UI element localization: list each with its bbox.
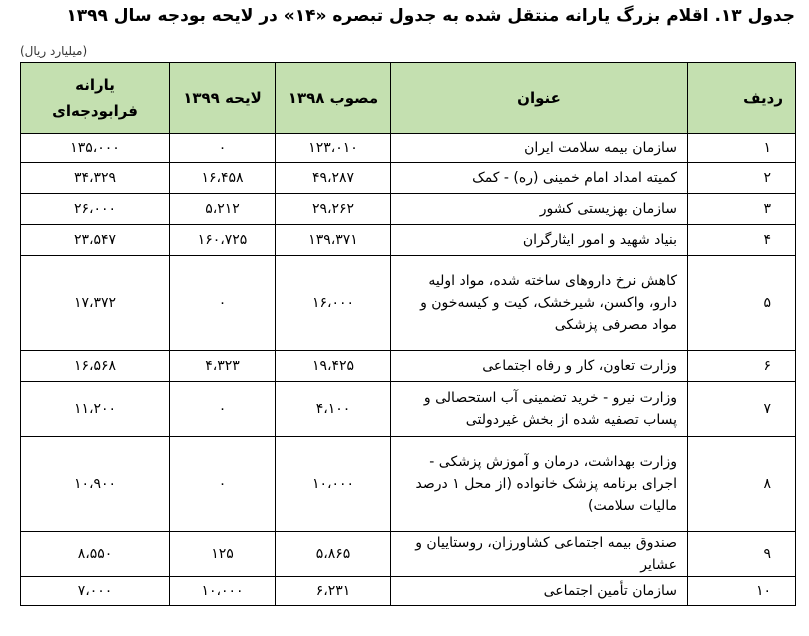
table-row [21,382,796,437]
table-row [21,256,796,351]
cell-row-number: ۷ [688,382,796,437]
cell-bill-1399: ۰ [170,134,276,163]
header-approved-1398: مصوب ۱۳۹۸ [276,63,391,134]
table-title: جدول ۱۳. اقلام بزرگ یارانه منتقل شده به جدول تبصره «۱۴» در لایحه بودجه سال ۱۳۹۹ [66,6,795,26]
cell-row-number: ۵ [688,256,796,351]
cell-row-number: ۸ [688,437,796,532]
header-bill-1399: لایحه ۱۳۹۹ [170,63,276,134]
table-row [21,194,796,225]
cell-row-number: ۱ [688,134,796,163]
cell-bill-1399: ۴،۳۲۳ [170,351,276,382]
cell-title: سازمان تأمین اجتماعی [391,577,688,606]
cell-approved-1398: ۱۳۹،۳۷۱ [276,225,391,256]
cell-row-number: ۳ [688,194,796,225]
header-title: عنوان [391,63,688,134]
cell-bill-1399: ۰ [170,256,276,351]
table-row [21,163,796,194]
cell-title: سازمان بیمه سلامت ایران [391,134,688,163]
table-row [21,532,796,577]
cell-title: کمیته امداد امام خمینی (ره) - کمک [391,163,688,194]
table-row [21,351,796,382]
table-row [21,225,796,256]
cell-title: صندوق بیمه اجتماعی کشاورزان، روستاییان و عشایر [391,532,688,577]
cell-title: وزارت تعاون، کار و رفاه اجتماعی [391,351,688,382]
header-subsidy [21,63,170,134]
cell-approved-1398: ۱۲۳،۰۱۰ [276,134,391,163]
cell-bill-1399: ۰ [170,382,276,437]
cell-bill-1399: ۱۲۵ [170,532,276,577]
cell-subsidy: ۱۱،۲۰۰ [21,382,170,437]
cell-approved-1398: ۱۶،۰۰۰ [276,256,391,351]
cell-row-number: ۲ [688,163,796,194]
cell-subsidy: ۱۶،۵۶۸ [21,351,170,382]
cell-subsidy: ۲۳،۵۴۷ [21,225,170,256]
cell-bill-1399: ۵،۲۱۲ [170,194,276,225]
cell-subsidy: ۱۷،۳۷۲ [21,256,170,351]
cell-approved-1398: ۱۰،۰۰۰ [276,437,391,532]
header-subsidy-line1: یارانه [75,76,115,94]
cell-row-number: ۱۰ [688,577,796,606]
header-subsidy-line2: فرابودجه‌ای [52,102,138,120]
cell-subsidy: ۸،۵۵۰ [21,532,170,577]
cell-approved-1398: ۴،۱۰۰ [276,382,391,437]
cell-bill-1399: ۰ [170,437,276,532]
cell-title: سازمان بهزیستی کشور [391,194,688,225]
cell-subsidy: ۷،۰۰۰ [21,577,170,606]
subsidy-table [20,62,796,606]
cell-subsidy: ۲۶،۰۰۰ [21,194,170,225]
table-header-row [21,63,796,134]
cell-row-number: ۹ [688,532,796,577]
cell-bill-1399: ۱۰،۰۰۰ [170,577,276,606]
cell-approved-1398: ۴۹،۲۸۷ [276,163,391,194]
table-row [21,577,796,606]
cell-approved-1398: ۶،۲۳۱ [276,577,391,606]
cell-subsidy: ۳۴،۳۲۹ [21,163,170,194]
cell-subsidy: ۱۰،۹۰۰ [21,437,170,532]
cell-approved-1398: ۲۹،۲۶۲ [276,194,391,225]
cell-bill-1399: ۱۶،۴۵۸ [170,163,276,194]
cell-title: وزارت نیرو - خرید تضمینی آب استحصالی و پساب تصفیه شده از بخش غیردولتی [391,382,688,437]
table-row [21,437,796,532]
table-row [21,134,796,163]
cell-title: وزارت بهداشت، درمان و آموزش پزشکی - اجرای برنامه پزشک خانواده (از محل ۱ درصد مالیات سلامت) [391,437,688,532]
cell-bill-1399: ۱۶۰،۷۲۵ [170,225,276,256]
cell-title: کاهش نرخ داروهای ساخته شده، مواد اولیه دارو، واکسن، شیرخشک، کیت و کیسه‌خون و مواد مصرفی پزشکی [391,256,688,351]
cell-approved-1398: ۵،۸۶۵ [276,532,391,577]
cell-row-number: ۴ [688,225,796,256]
cell-title: بنیاد شهید و امور ایثارگران [391,225,688,256]
header-row-number: ردیف [688,63,796,134]
cell-row-number: ۶ [688,351,796,382]
unit-label: (میلیارد ریال) [20,44,88,58]
cell-approved-1398: ۱۹،۴۲۵ [276,351,391,382]
cell-subsidy: ۱۳۵،۰۰۰ [21,134,170,163]
